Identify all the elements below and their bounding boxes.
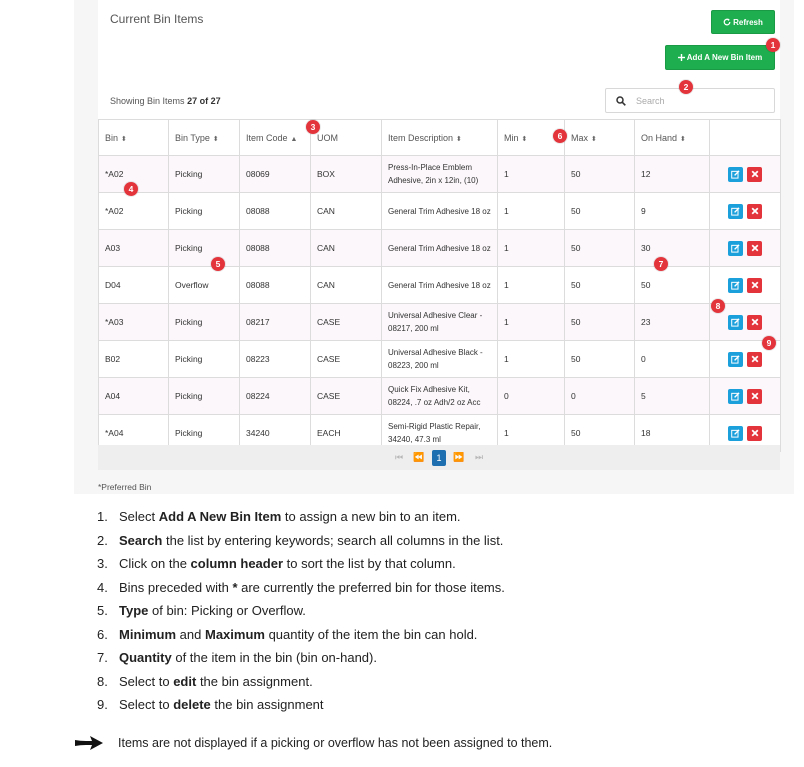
- sort-icon: ⬍: [521, 135, 528, 143]
- on-hand-cell: 0: [635, 341, 710, 378]
- max-cell: 50: [565, 304, 635, 341]
- max-cell: 50: [565, 267, 635, 304]
- callout-badge: 7: [654, 257, 668, 271]
- step-number: 9.: [97, 697, 108, 712]
- column-header-on-hand[interactable]: [635, 120, 710, 156]
- table-row: [99, 267, 781, 304]
- on-hand-cell: 9: [635, 193, 710, 230]
- item-description-cell: Universal Adhesive Black - 08223, 200 ml: [382, 341, 498, 378]
- showing-count: [110, 96, 221, 106]
- row-actions: [716, 167, 774, 182]
- note-text: Items are not displayed if a picking or overflow has not been assigned to them.: [118, 736, 553, 750]
- max-cell: 0: [565, 378, 635, 415]
- header-label: Item Description: [388, 132, 454, 143]
- table-row: [99, 230, 781, 267]
- row-actions: [716, 204, 774, 219]
- edit-icon: [731, 318, 740, 327]
- item-description-cell: Semi-Rigid Plastic Repair, 34240, 47.3 ml: [382, 415, 498, 452]
- callout-badge: 9: [762, 336, 776, 350]
- edit-icon: [731, 170, 740, 179]
- on-hand-cell: 50: [635, 267, 710, 304]
- callout-badge: 3: [306, 120, 320, 134]
- uom-cell: CAN: [311, 230, 382, 267]
- delete-icon: [751, 244, 759, 252]
- step-text: Select Add A New Bin Item to assign a new bin to an item.: [119, 509, 461, 524]
- item-description-cell: General Trim Adhesive 18 oz: [382, 193, 498, 230]
- uom-cell: CAN: [311, 193, 382, 230]
- callout-badge: 4: [124, 182, 138, 196]
- column-header-max[interactable]: [565, 120, 635, 156]
- bin-type-cell: Picking: [169, 304, 240, 341]
- item-code-cell: 08217: [240, 304, 311, 341]
- item-code-cell: 34240: [240, 415, 311, 452]
- table-row: [99, 156, 781, 193]
- uom-cell: CASE: [311, 304, 382, 341]
- step-number: 1.: [97, 509, 108, 524]
- on-hand-cell: 23: [635, 304, 710, 341]
- table-row: [99, 193, 781, 230]
- current-bin-items-panel: [98, 0, 780, 470]
- step-text: Search the list by entering keywords; search all columns in the list.: [119, 532, 504, 548]
- note: [74, 735, 552, 751]
- uom-cell: BOX: [311, 156, 382, 193]
- bin-type-cell: Picking: [169, 230, 240, 267]
- on-hand-cell: 18: [635, 415, 710, 452]
- step-number: 8.: [97, 673, 108, 689]
- delete-button[interactable]: [747, 352, 762, 367]
- item-description-cell: General Trim Adhesive 18 oz: [382, 267, 498, 304]
- edit-button[interactable]: [728, 241, 743, 256]
- item-code-cell: 08223: [240, 341, 311, 378]
- callout-badge: 6: [553, 129, 567, 143]
- edit-icon: [731, 392, 740, 401]
- bin-items-table: [98, 119, 781, 452]
- bin-cell: *A02: [99, 193, 169, 230]
- delete-icon: [751, 429, 759, 437]
- step-item: [97, 674, 505, 698]
- column-header-uom[interactable]: [311, 120, 382, 156]
- showing-count-value: 27 of 27: [187, 96, 221, 106]
- step-text: Bins preceded with * are currently the preferred bin for those items.: [119, 579, 505, 595]
- edit-icon: [731, 207, 740, 216]
- showing-prefix: Showing Bin Items: [110, 96, 185, 106]
- step-text: Minimum and Maximum quantity of the item the bin can hold.: [119, 626, 478, 642]
- bin-cell: A04: [99, 378, 169, 415]
- delete-icon: [751, 355, 759, 363]
- edit-icon: [731, 281, 740, 290]
- max-cell: 50: [565, 156, 635, 193]
- refresh-button[interactable]: [711, 10, 775, 34]
- step-item: [97, 533, 505, 557]
- on-hand-cell: 12: [635, 156, 710, 193]
- min-cell: 1: [498, 156, 565, 193]
- edit-button[interactable]: [728, 204, 743, 219]
- callout-badge: 2: [679, 80, 693, 94]
- sort-asc-icon: ▲: [290, 135, 298, 143]
- sort-icon: ⬍: [680, 135, 686, 143]
- row-actions: [716, 389, 774, 404]
- delete-button[interactable]: [747, 389, 762, 404]
- edit-icon: [731, 244, 740, 253]
- bin-type-cell: Picking: [169, 156, 240, 193]
- delete-button[interactable]: [747, 241, 762, 256]
- min-cell: 1: [498, 304, 565, 341]
- item-description-cell: Universal Adhesive Clear - 08217, 200 ml: [382, 304, 498, 341]
- edit-icon: [731, 355, 740, 364]
- edit-button[interactable]: [728, 352, 743, 367]
- delete-button[interactable]: [747, 315, 762, 330]
- delete-button[interactable]: [747, 426, 762, 441]
- sort-icon: ⬍: [212, 135, 219, 143]
- row-actions: [716, 241, 774, 256]
- delete-icon: [751, 392, 759, 400]
- search-input[interactable]: [636, 96, 756, 106]
- add-new-bin-item-button[interactable]: [665, 45, 775, 70]
- bin-type-cell: Picking: [169, 378, 240, 415]
- step-item: [97, 603, 505, 627]
- actions-cell: [710, 230, 781, 267]
- step-item: [97, 580, 505, 604]
- bin-type-cell: Picking: [169, 415, 240, 452]
- max-cell: 50: [565, 193, 635, 230]
- bin-cell: *A04: [99, 415, 169, 452]
- header-label: Bin: [105, 132, 119, 143]
- delete-button[interactable]: [747, 167, 762, 182]
- item-description-cell: General Trim Adhesive 18 oz: [382, 230, 498, 267]
- item-description-cell: Press-In-Place Emblem Adhesive, 2in x 12in, (10): [382, 156, 498, 193]
- step-number: 2.: [97, 532, 108, 548]
- uom-cell: EACH: [311, 415, 382, 452]
- column-header-bin-type[interactable]: [169, 120, 240, 156]
- uom-cell: CAN: [311, 267, 382, 304]
- callout-badge: 1: [766, 38, 780, 52]
- refresh-label: Refresh: [733, 17, 763, 27]
- step-number: 6.: [97, 626, 108, 642]
- step-item: [97, 556, 505, 580]
- min-cell: 1: [498, 415, 565, 452]
- header-label: Max: [571, 132, 589, 143]
- min-cell: 0: [498, 378, 565, 415]
- column-header-actions: [710, 120, 781, 156]
- max-cell: 50: [565, 341, 635, 378]
- step-number: 3.: [97, 556, 108, 571]
- header-label: Item Code: [246, 132, 288, 143]
- uom-cell: CASE: [311, 378, 382, 415]
- row-actions: [716, 278, 774, 293]
- min-cell: 1: [498, 193, 565, 230]
- step-item: [97, 650, 505, 674]
- step-item: [97, 697, 505, 721]
- plus-icon: [678, 54, 685, 61]
- bin-cell: D04: [99, 267, 169, 304]
- callout-badge: 8: [711, 299, 725, 313]
- edit-button[interactable]: [728, 389, 743, 404]
- header-row: [99, 120, 781, 156]
- delete-icon: [751, 170, 759, 178]
- bin-type-cell: Overflow: [169, 267, 240, 304]
- first-page-button[interactable]: ⏮: [394, 452, 404, 462]
- column-header-item-code[interactable]: [240, 120, 311, 156]
- on-hand-cell: 5: [635, 378, 710, 415]
- item-code-cell: 08088: [240, 230, 311, 267]
- step-text: Type of bin: Picking or Overflow.: [119, 603, 306, 618]
- callout-badge: 5: [211, 257, 225, 271]
- delete-button[interactable]: [747, 204, 762, 219]
- step-number: 4.: [97, 579, 108, 595]
- step-number: 7.: [97, 650, 108, 665]
- uom-cell: CASE: [311, 341, 382, 378]
- step-item: [97, 627, 505, 651]
- bin-cell: *A03: [99, 304, 169, 341]
- bin-cell: *A02: [99, 156, 169, 193]
- column-header-item-description[interactable]: [382, 120, 498, 156]
- step-text: Click on the column header to sort the list by that column.: [119, 556, 456, 571]
- pagination: [98, 445, 780, 470]
- screenshot-frame: [74, 0, 794, 494]
- max-cell: 50: [565, 230, 635, 267]
- table-row: [99, 378, 781, 415]
- item-code-cell: 08088: [240, 267, 311, 304]
- step-text: Quantity of the item in the bin (bin on-hand).: [119, 650, 377, 665]
- step-number: 5.: [97, 603, 108, 618]
- item-description-cell: Quick Fix Adhesive Kit, 08224, .7 oz Adh/2 oz Acc: [382, 378, 498, 415]
- sort-icon: ⬍: [121, 135, 127, 143]
- bin-type-cell: Picking: [169, 341, 240, 378]
- instruction-steps: [97, 509, 505, 721]
- next-page-button[interactable]: ⏩: [453, 452, 465, 462]
- min-cell: 1: [498, 267, 565, 304]
- header-label: Bin Type: [175, 132, 210, 143]
- header-label: Min: [504, 132, 519, 143]
- step-text: Select to delete the bin assignment: [119, 697, 324, 712]
- edit-button[interactable]: [728, 315, 743, 330]
- delete-icon: [751, 281, 759, 289]
- edit-button[interactable]: [728, 278, 743, 293]
- arrow-right-icon: [74, 735, 104, 751]
- bin-type-cell: Picking: [169, 193, 240, 230]
- delete-icon: [751, 318, 759, 326]
- edit-button[interactable]: [728, 426, 743, 441]
- preferred-bin-note: *Preferred Bin: [98, 482, 152, 492]
- item-code-cell: 08069: [240, 156, 311, 193]
- last-page-button[interactable]: ⏭: [474, 452, 484, 462]
- delete-icon: [751, 207, 759, 215]
- refresh-icon: [723, 18, 731, 26]
- item-code-cell: 08088: [240, 193, 311, 230]
- bin-cell: B02: [99, 341, 169, 378]
- sort-icon: ⬍: [456, 135, 462, 143]
- edit-icon: [731, 429, 740, 438]
- actions-cell: [710, 378, 781, 415]
- column-header-bin[interactable]: [99, 120, 169, 156]
- actions-cell: [710, 193, 781, 230]
- header-label: On Hand: [641, 132, 678, 143]
- step-item: [97, 509, 505, 533]
- panel-title: Current Bin Items: [110, 12, 204, 26]
- add-label: Add A New Bin Item: [686, 53, 763, 62]
- item-code-cell: 08224: [240, 378, 311, 415]
- min-cell: 1: [498, 341, 565, 378]
- step-text: Select to edit the bin assignment.: [119, 673, 313, 689]
- min-cell: 1: [498, 230, 565, 267]
- actions-cell: [710, 267, 781, 304]
- sort-icon: ⬍: [591, 135, 597, 143]
- row-actions: [716, 315, 774, 330]
- row-actions: [716, 426, 774, 441]
- on-hand-cell: 30: [635, 230, 710, 267]
- edit-button[interactable]: [728, 167, 743, 182]
- table-row: [99, 341, 781, 378]
- row-actions: [716, 352, 774, 367]
- delete-button[interactable]: [747, 278, 762, 293]
- page-1-button[interactable]: 1: [432, 450, 446, 466]
- prev-page-button[interactable]: ⏪: [413, 452, 425, 462]
- header-label: UOM: [317, 132, 338, 143]
- max-cell: 50: [565, 415, 635, 452]
- table-row: [99, 304, 781, 341]
- bin-cell: A03: [99, 230, 169, 267]
- search-icon: [616, 96, 626, 106]
- actions-cell: [710, 156, 781, 193]
